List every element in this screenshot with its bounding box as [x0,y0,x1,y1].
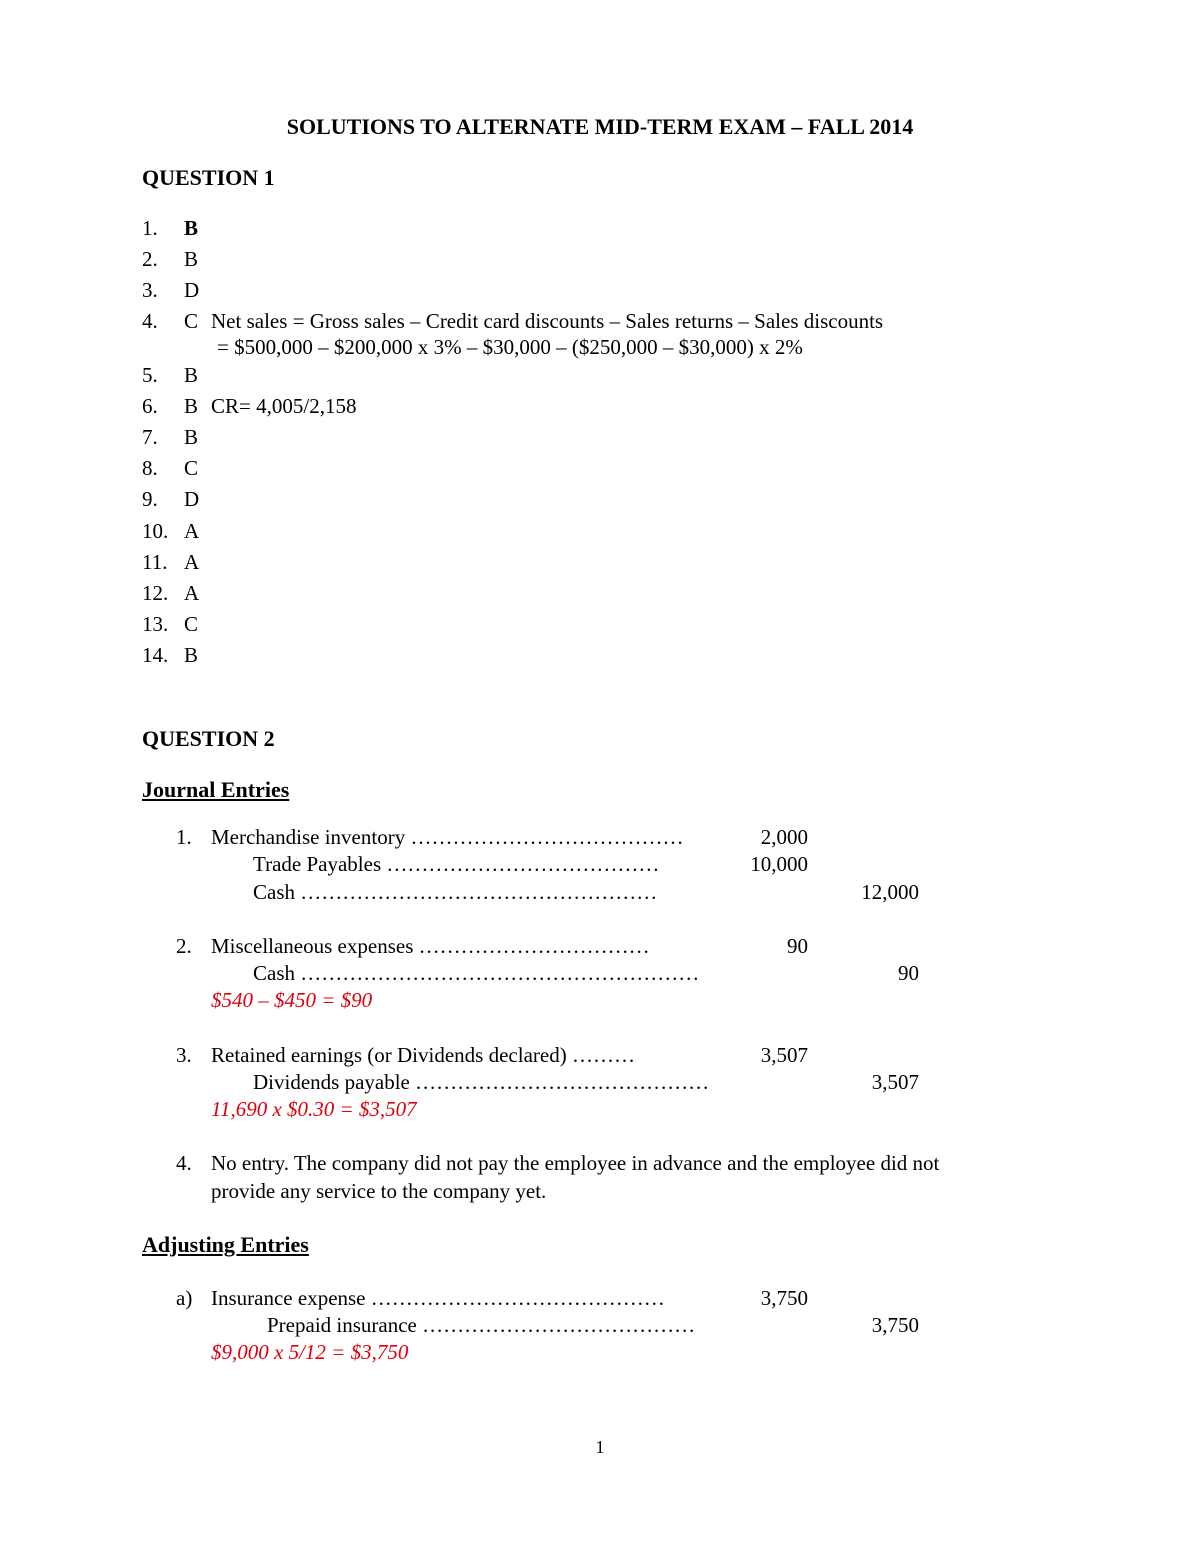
answer-note: CR= 4,005/2,158 [211,394,357,418]
list-item-number: 1. [142,216,158,240]
list-item-number: 2. [142,247,158,271]
question-1-heading: QUESTION 1 [142,165,275,190]
answer-note-continued: = $500,000 – $200,000 x 3% – $30,000 – ($250,000 – $30,000) x 2% [217,335,803,359]
calculation-note: $540 – $450 = $90 [211,988,373,1012]
page-number: 1 [595,1437,605,1457]
entry-number: a) [176,1286,193,1310]
list-item-number: 6. [142,394,158,418]
answer-letter: B [184,247,199,271]
calculation-note: $9,000 x 5/12 = $3,750 [211,1340,409,1364]
list-item-number: 13. [142,612,169,636]
answer-letter: B [184,394,199,418]
document-title: SOLUTIONS TO ALTERNATE MID-TERM EXAM – FALL 2014 [286,114,914,139]
answer-letter: C [184,309,199,333]
entry-line: No entry. The company did not pay the employee in advance and the employee did not [211,1151,940,1175]
answer-letter: B [184,425,199,449]
list-item-number: 11. [142,550,168,574]
entry-line: Miscellaneous expenses …………………………… [211,934,650,958]
answer-letter: B [184,216,199,240]
credit-amount: 12,000 [861,880,919,904]
debit-amount: 3,507 [760,1043,808,1067]
entry-line: Insurance expense …………………………………… [211,1286,665,1310]
list-item-number: 4. [142,309,158,333]
list-item-number: 7. [142,425,158,449]
answer-letter: B [184,363,199,387]
list-item-number: 14. [142,643,169,667]
entry-line: Dividends payable …………………………………… [253,1070,710,1094]
answer-letter: A [184,519,200,543]
answer-letter: A [184,581,200,605]
list-item-number: 5. [142,363,158,387]
entry-line: Trade Payables ………………………………… [253,852,660,876]
question-2-heading: QUESTION 2 [142,726,275,751]
entry-line: Retained earnings (or Dividends declared) ……… [211,1043,635,1067]
entry-line: provide any service to the company yet. [211,1179,547,1203]
journal-entries-heading: Journal Entries [142,777,290,802]
entry-line: Merchandise inventory ………………………………… [211,825,684,849]
answer-letter: C [184,456,199,480]
list-item-number: 10. [142,519,169,543]
answer-letter: B [184,643,199,667]
list-item-number: 8. [142,456,158,480]
debit-amount: 90 [787,934,808,958]
entry-number: 4. [176,1151,192,1175]
answer-letter: A [184,550,200,574]
calculation-note: 11,690 x $0.30 = $3,507 [211,1097,417,1121]
entry-number: 3. [176,1043,192,1067]
entry-number: 1. [176,825,192,849]
answer-letter: C [184,612,199,636]
answer-note: Net sales = Gross sales – Credit card discounts – Sales returns – Sales discounts [211,309,884,333]
credit-amount: 3,507 [871,1070,919,1094]
list-item-number: 12. [142,581,169,605]
adjusting-entries-heading: Adjusting Entries [142,1232,309,1257]
credit-amount: 90 [898,961,919,985]
debit-amount: 3,750 [760,1286,808,1310]
debit-amount: 2,000 [760,825,808,849]
entry-line: Prepaid insurance ………………………………… [267,1313,696,1337]
entry-line: Cash ………………………………………………… [253,961,700,985]
entry-number: 2. [176,934,192,958]
credit-amount: 3,750 [871,1313,919,1337]
debit-amount: 10,000 [750,852,808,876]
answer-letter: D [184,487,200,511]
answer-letter: D [184,278,200,302]
entry-line: Cash …………………………………………… [253,880,658,904]
list-item-number: 9. [142,487,158,511]
list-item-number: 3. [142,278,158,302]
